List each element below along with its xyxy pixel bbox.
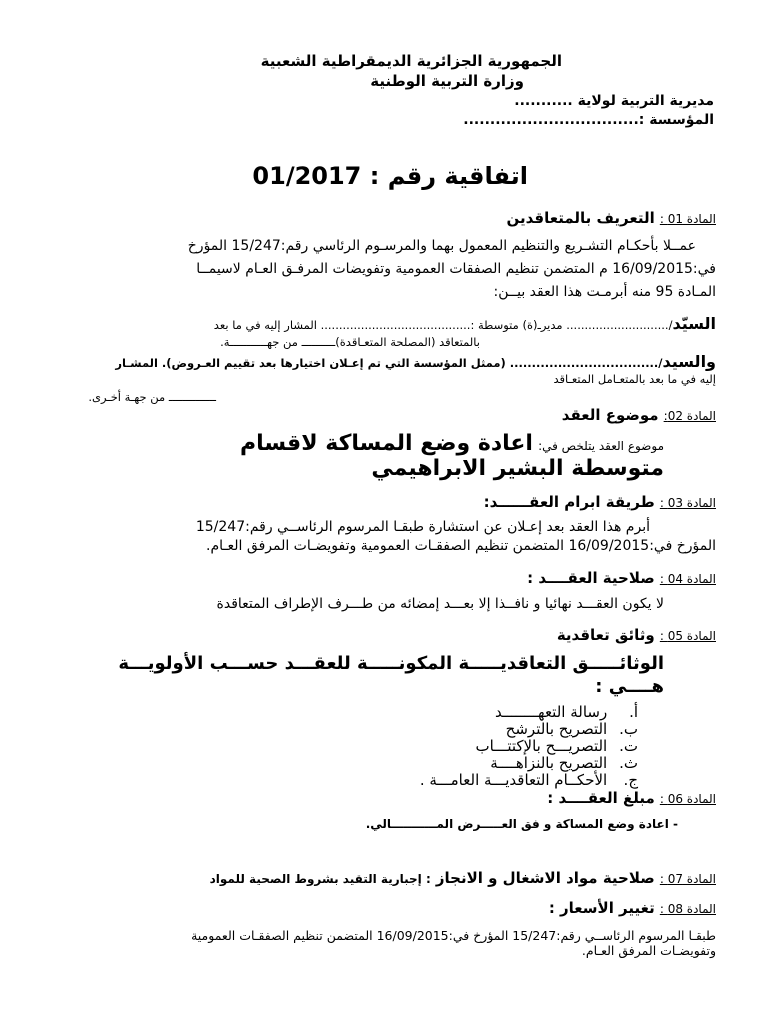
party-2-lead: والسيد	[662, 352, 716, 371]
article-08-number: المادة 08 :	[659, 902, 716, 916]
article-06-number: المادة 06 :	[659, 792, 716, 806]
article-01-number: المادة 01 :	[659, 212, 716, 226]
doc-list-item	[495, 703, 638, 721]
article-05-heading-line-1: الوثائـــــق التعاقديـــــة المكونـــــة للعقـــد حســـب الأولويـــة	[118, 653, 664, 674]
article-05-heading-line-2: هــــي :	[595, 676, 664, 697]
directorate-line: مديرية التربية لولاية ...........	[514, 93, 714, 109]
article-02-number: المادة 02:	[663, 409, 716, 423]
article-05-heading	[557, 625, 716, 644]
ministry-title: وزارة التربية الوطنية	[370, 72, 524, 90]
article-07-title: صلاحية مواد الاشغال و الانجاز	[435, 869, 655, 887]
doc-list-item-text: التصريح بالنزاهــــة	[490, 754, 608, 772]
republic-title: الجمهورية الجزائرية الديمقراطية الشعبية	[260, 52, 562, 70]
article-03-number: المادة 03 :	[659, 496, 716, 510]
doc-list-item	[475, 737, 638, 755]
article-01-line-1: عمــلا بأحكـام التشـريع والتنظيم المعمول بهما والمرسـوم الرئاسي رقم:15/247 المؤرخ	[187, 238, 696, 254]
party-2-line	[115, 352, 716, 371]
doc-list-item-label: ت.	[619, 737, 638, 755]
article-01-title: التعريف بالمتعاقدين	[506, 209, 655, 227]
article-03-title: طريقة ابرام العقــــــد:	[483, 493, 655, 511]
article-06-heading	[547, 788, 716, 807]
article-05-title: وثائق تعاقدية	[556, 626, 655, 644]
doc-list-item-label: أ.	[629, 703, 638, 721]
article-08-title: تغيير الأسعار :	[548, 899, 655, 917]
doc-list-item-label: ث.	[619, 754, 638, 772]
article-08-line-1: طبقـا المرسوم الرئاســي رقم:15/247 المؤرخ في:16/09/2015 المتضمن تنظيم الصفقـات العمومية	[191, 928, 716, 943]
article-06-text: - اعادة وضع المساكة و فق العـــــرض المـــــــــــالي.	[365, 817, 678, 831]
doc-list-item-text: الأحكــام التعاقديـــة العامـــة .	[419, 771, 608, 789]
party-2-line-2: إليه في ما بعد بالمتعـامل المتعـاقد	[553, 372, 716, 386]
agreement-title-label: اتفاقية رقم :	[369, 162, 528, 190]
doc-list-item	[506, 720, 638, 738]
doc-list-item-text: التصريـــح بالإكتتـــاب	[475, 737, 608, 755]
article-08-heading	[549, 898, 716, 917]
article-02-intro: موضوع العقد يتلخص في:	[538, 439, 664, 453]
institution-line: المؤسسة :.................................	[463, 112, 714, 128]
doc-list-item-text: التصريح بالترشح	[505, 720, 608, 738]
article-03-heading	[484, 492, 716, 511]
article-04-heading	[527, 568, 716, 587]
article-02-heading	[562, 405, 716, 424]
article-07-number: المادة 07 :	[659, 872, 716, 886]
article-01-line-2: في:16/09/2015 م المتضمن تنظيم الصفقات العمومية وتفويضات المرفـق العـام لاسيمــا	[196, 261, 716, 277]
article-02-title: موضوع العقد	[561, 406, 659, 424]
party-1-line-2: بالمتعاقد (المصلحة المتعـاقدة)ــــــــــ من جهـــــــــــة.	[220, 335, 480, 349]
doc-list-item-label: ب.	[619, 720, 638, 738]
agreement-number: 01/2017	[252, 162, 362, 190]
party-1-text: /............................ مديرـ(ة) متوسطة :......................................... المشار إليه في ما بعد	[213, 318, 673, 332]
article-01-heading	[507, 208, 716, 227]
article-06-title: مبلغ العقــــد :	[547, 789, 655, 807]
article-03-line-2: المؤرخ في:16/09/2015 المتضمن تنظيم الصفقـات العمومية وتفويضـات المرفق العـام.	[206, 538, 716, 554]
party-2-line-3: ــــــــــــــ من جهـة أخـرى.	[88, 390, 216, 404]
party-1-line	[214, 314, 716, 333]
agreement-title	[252, 162, 528, 190]
party-1-lead: السيّد	[672, 314, 716, 333]
doc-list-item-text: رسالة التعهــــــــد	[495, 703, 608, 721]
article-07-heading	[210, 868, 716, 887]
article-08-line-2: وتفويضـات المرفق العـام.	[581, 943, 716, 958]
article-07-text: : إجبارية التقيد بشروط الصحية للمواد	[209, 872, 431, 886]
article-05-number: المادة 05 :	[659, 629, 716, 643]
doc-list-item	[420, 771, 638, 789]
article-02-subject-line-1: اعادة وضع المساكة لاقسام	[240, 431, 533, 456]
party-2-text: /.................................. (ممثل المؤسسة التي تم إعـلان اختيارها بعد تقييم العـروض). المشـار	[115, 356, 663, 370]
doc-list-item	[490, 754, 638, 772]
article-02-subject-line-2: متوسطة البشير الابراهيمي	[371, 456, 664, 481]
article-04-text: لا يكون العقـــد نهائيا و نافــذا إلا بعـــد إمضائه من طـــرف الإطراف المتعاقدة	[216, 596, 664, 612]
article-02-subject-row	[240, 431, 664, 456]
article-04-title: صلاحية العقــــد :	[527, 569, 655, 587]
article-04-number: المادة 04 :	[659, 572, 716, 586]
article-03-line-1: أبرم هذا العقد بعد إعـلان عن استشارة طبقـا المرسوم الرئاســي رقم:15/247	[195, 519, 650, 535]
article-01-line-3: المـادة 95 منه أبرمـت هذا العقد بيــن:	[493, 284, 716, 300]
doc-list-item-label: ج.	[623, 771, 638, 789]
